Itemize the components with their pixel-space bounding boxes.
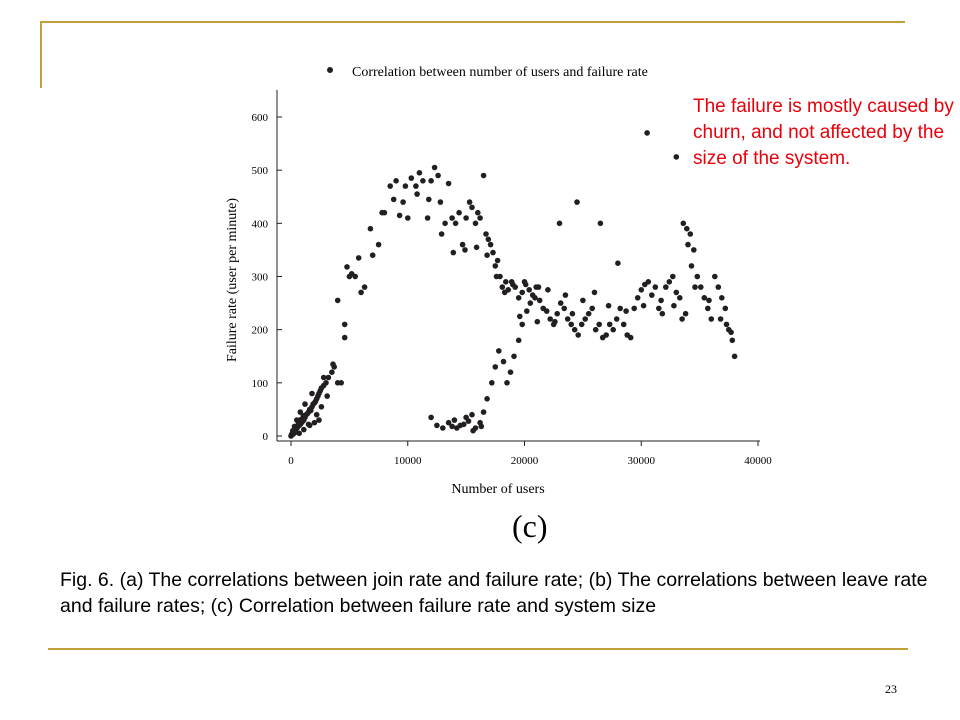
data-point — [565, 316, 571, 322]
data-point — [547, 316, 553, 322]
data-point — [705, 306, 711, 312]
data-point — [532, 295, 538, 301]
data-point — [635, 295, 641, 301]
data-point — [434, 423, 440, 429]
data-point — [330, 361, 336, 367]
data-point — [505, 287, 511, 293]
data-point — [352, 274, 358, 280]
figure-caption: Fig. 6. (a) The correlations between join rate and failure rate; (b) The correlations between leave rate and failure rates; (c) Correlation between failure rate and system size — [60, 569, 928, 617]
data-point — [473, 221, 479, 227]
data-point — [474, 245, 480, 251]
data-point — [519, 322, 525, 328]
data-point — [519, 290, 525, 296]
data-point — [598, 221, 604, 227]
data-point — [289, 432, 295, 438]
data-point — [501, 359, 507, 365]
x-axis-label: Number of users — [451, 482, 545, 497]
data-point — [684, 226, 690, 232]
data-point — [644, 130, 650, 136]
data-point — [516, 295, 522, 301]
data-point — [730, 338, 736, 344]
data-point — [603, 332, 609, 338]
data-point — [470, 428, 476, 434]
data-point — [309, 391, 315, 397]
data-point — [679, 316, 685, 322]
data-point — [461, 422, 467, 428]
data-point — [719, 295, 725, 301]
data-point — [617, 306, 623, 312]
data-point — [709, 316, 715, 322]
slide-number: 23 — [885, 682, 897, 696]
title-bullet — [327, 67, 333, 73]
data-point — [298, 409, 304, 415]
data-point — [667, 279, 673, 285]
data-point — [580, 298, 586, 304]
data-point — [561, 306, 567, 312]
data-point — [508, 369, 514, 375]
data-point — [323, 380, 329, 386]
data-point — [552, 319, 558, 325]
data-point — [481, 173, 487, 179]
data-point — [379, 210, 385, 216]
data-point — [535, 319, 541, 325]
data-point — [503, 279, 509, 285]
data-point — [321, 375, 327, 381]
data-point — [683, 311, 689, 317]
data-point — [660, 311, 666, 317]
data-point — [592, 290, 598, 296]
data-point — [656, 306, 662, 312]
data-point — [589, 306, 595, 312]
data-point — [586, 311, 592, 317]
data-point — [718, 316, 724, 322]
x-tick-label: 10000 — [394, 455, 422, 467]
data-points — [288, 130, 737, 439]
data-point — [653, 284, 659, 290]
data-point — [387, 183, 393, 189]
data-point — [306, 422, 312, 428]
x-tick-label: 0 — [288, 455, 294, 467]
annotation-note: The failure is mostly caused by churn, and not affected by the size of the system. — [693, 96, 954, 169]
data-point — [425, 215, 431, 221]
data-point — [716, 284, 722, 290]
data-point — [294, 417, 300, 423]
data-point — [319, 404, 325, 410]
data-point — [621, 322, 627, 328]
data-point — [484, 396, 490, 402]
data-point — [670, 274, 676, 280]
data-point — [646, 279, 652, 285]
data-point — [347, 274, 353, 280]
data-point — [479, 424, 485, 430]
data-point — [329, 369, 335, 375]
data-point — [706, 298, 712, 304]
data-point — [658, 298, 664, 304]
data-point — [391, 197, 397, 203]
data-point — [481, 409, 487, 415]
data-point — [403, 183, 409, 189]
data-point — [342, 335, 348, 341]
data-point — [493, 263, 499, 269]
data-point — [641, 303, 647, 309]
data-point — [483, 231, 489, 237]
data-point — [414, 191, 420, 197]
data-point — [516, 338, 522, 344]
data-point — [463, 215, 469, 221]
data-point — [568, 322, 574, 328]
data-point — [724, 322, 730, 328]
data-point — [451, 250, 457, 256]
data-point — [728, 330, 734, 336]
data-point — [467, 199, 473, 205]
data-point — [442, 221, 448, 227]
data-point — [574, 199, 580, 205]
data-point — [494, 274, 500, 280]
data-point — [314, 412, 320, 418]
data-point — [462, 247, 468, 253]
data-point — [302, 401, 308, 407]
data-point — [405, 215, 411, 221]
data-point — [510, 282, 516, 288]
data-point — [579, 322, 585, 328]
y-tick-label: 300 — [251, 271, 268, 284]
data-point — [695, 274, 701, 280]
data-point — [732, 354, 738, 360]
data-point — [663, 284, 669, 290]
data-point — [292, 424, 298, 430]
data-point — [674, 154, 680, 160]
data-point — [537, 298, 543, 304]
data-point — [469, 205, 475, 211]
data-point — [477, 215, 483, 221]
data-point — [493, 364, 499, 370]
data-point — [685, 242, 691, 248]
data-point — [489, 380, 495, 386]
data-point — [674, 290, 680, 296]
y-tick-label: 600 — [251, 112, 268, 124]
data-point — [413, 183, 419, 189]
data-point — [449, 424, 455, 430]
data-point — [400, 199, 406, 205]
data-point — [614, 316, 620, 322]
data-point — [528, 300, 534, 306]
y-axis-label: Failure rate (user per minute) — [225, 197, 240, 363]
data-point — [428, 415, 434, 421]
data-point — [554, 311, 560, 317]
data-point — [417, 170, 423, 176]
data-point — [296, 431, 302, 437]
data-point — [438, 199, 444, 205]
data-point — [342, 322, 348, 328]
data-point — [610, 327, 616, 333]
data-point — [440, 425, 446, 431]
data-point — [623, 308, 629, 314]
data-point — [475, 210, 481, 216]
data-point — [575, 332, 581, 338]
data-point — [460, 242, 466, 248]
data-point — [702, 295, 708, 301]
data-point — [420, 178, 426, 184]
data-point — [570, 311, 576, 317]
data-point — [557, 221, 563, 227]
data-point — [606, 303, 612, 309]
data-point — [432, 165, 438, 171]
data-point — [358, 290, 364, 296]
data-point — [393, 178, 399, 184]
data-point — [544, 308, 550, 314]
data-point — [582, 316, 588, 322]
data-point — [435, 173, 441, 179]
data-point — [338, 380, 344, 386]
data-point — [522, 279, 528, 285]
data-point — [572, 327, 578, 333]
data-point — [495, 258, 501, 264]
data-point — [681, 221, 687, 227]
data-point — [466, 418, 472, 424]
data-point — [469, 412, 475, 418]
data-point — [723, 306, 729, 312]
data-point — [496, 348, 502, 354]
data-point — [409, 175, 415, 181]
data-point — [484, 252, 490, 258]
x-tick-label: 40000 — [744, 455, 772, 467]
data-point — [536, 284, 542, 290]
data-point — [504, 380, 510, 386]
data-point — [639, 287, 645, 293]
data-point — [596, 322, 602, 328]
data-point — [370, 252, 376, 258]
data-point — [490, 250, 496, 256]
data-point — [324, 393, 330, 399]
x-ticks — [288, 441, 772, 467]
data-point — [677, 295, 683, 301]
data-point — [426, 197, 432, 203]
data-point — [558, 300, 564, 306]
data-point — [356, 255, 362, 261]
y-tick-label: 400 — [251, 218, 268, 231]
data-point — [449, 215, 455, 221]
data-point — [397, 213, 403, 219]
data-point — [607, 322, 613, 328]
x-tick-label: 20000 — [510, 455, 539, 467]
y-tick-label: 0 — [262, 431, 268, 443]
data-point — [698, 284, 704, 290]
y-tick-label: 500 — [251, 165, 268, 178]
data-point — [563, 292, 569, 298]
data-point — [446, 181, 452, 187]
data-point — [593, 327, 599, 333]
data-point — [671, 303, 677, 309]
slide-frame-bottom — [48, 648, 908, 650]
data-point — [712, 274, 718, 280]
data-point — [362, 284, 368, 290]
data-point — [615, 260, 621, 266]
data-point — [301, 427, 307, 433]
data-point — [456, 210, 462, 216]
chart-title: Correlation between number of users and failure rate — [352, 65, 648, 80]
data-point — [692, 284, 698, 290]
x-tick-label: 30000 — [627, 455, 655, 467]
data-point — [526, 287, 532, 293]
data-point — [488, 242, 494, 248]
data-point — [517, 314, 523, 320]
data-point — [486, 237, 492, 243]
data-point — [691, 247, 697, 253]
data-point — [376, 242, 382, 248]
data-point — [631, 306, 637, 312]
data-point — [452, 417, 458, 423]
data-point — [628, 335, 634, 341]
data-point — [316, 417, 322, 423]
data-point — [511, 354, 517, 360]
y-tick-label: 100 — [251, 377, 268, 390]
data-point — [428, 178, 434, 184]
data-point — [500, 284, 506, 290]
data-point — [344, 264, 350, 270]
data-point — [335, 298, 341, 304]
data-point — [689, 263, 695, 269]
data-point — [453, 221, 459, 227]
data-point — [439, 231, 445, 237]
panel-label: (c) — [512, 508, 548, 544]
data-point — [649, 292, 655, 298]
data-point — [688, 231, 694, 237]
data-point — [524, 308, 530, 314]
data-point — [368, 226, 374, 232]
y-tick-label: 200 — [251, 324, 268, 337]
data-point — [545, 287, 551, 293]
